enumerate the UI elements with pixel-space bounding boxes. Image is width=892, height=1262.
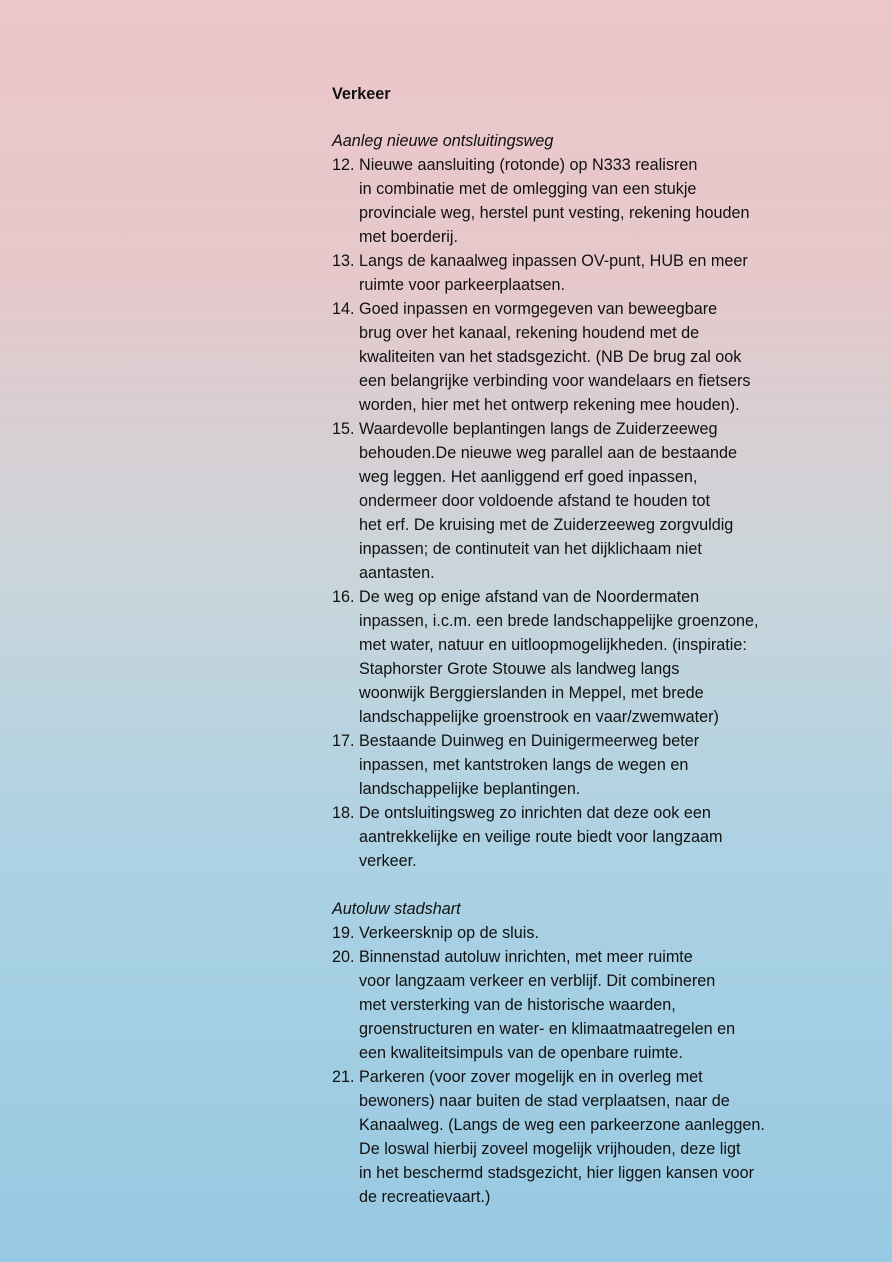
item-number: 17. (332, 732, 355, 750)
item-text: Parkeren (voor zover mogelijk en in overleg met bewoners) naar buiten de stad verplaatsen, naar de Kanaalweg. (Langs de weg een parkeerzone aanleggen. De loswal hierbij zoveel mogelijk vrijhouden, deze ligt in het beschermd stadsgezicht, hier liggen kansen voor de recreatievaart.) (359, 1068, 765, 1206)
list-item (332, 153, 832, 249)
item-text: Bestaande Duinweg en Duinigermeerweg beter inpassen, met kantstroken langs de wegen en landschappelijke beplantingen. (359, 732, 700, 798)
section-heading: Verkeer (332, 85, 391, 103)
group-subheading: Autoluw stadshart (332, 900, 461, 918)
numbered-list (332, 921, 832, 1209)
item-text: De weg op enige afstand van de Noordermaten inpassen, i.c.m. een brede landschappelijke groenzone, met water, natuur en uitloopmogelijkheden. (inspiratie: Staphorster Grote Stouwe als landweg langs woonwijk Berggierslanden in Meppel, met brede landschappelijke groenstrook en vaar/zwemwater) (359, 588, 759, 726)
item-text: Nieuwe aansluiting (rotonde) op N333 realisren in combinatie met de omlegging van een stukje provinciale weg, herstel punt vesting, rekening houden met boerderij. (359, 156, 750, 246)
item-text: Verkeersknip op de sluis. (359, 924, 539, 942)
spacer (332, 873, 832, 897)
item-number: 15. (332, 420, 355, 438)
item-number: 20. (332, 948, 355, 966)
item-number: 21. (332, 1068, 355, 1086)
item-number: 13. (332, 252, 355, 270)
numbered-list (332, 153, 832, 873)
list-item (332, 729, 832, 801)
list-item (332, 921, 832, 945)
list-item (332, 297, 832, 417)
item-text: De ontsluitingsweg zo inrichten dat deze ook een aantrekkelijke en veilige route biedt voor langzaam verkeer. (359, 804, 723, 870)
item-number: 16. (332, 588, 355, 606)
list-item (332, 585, 832, 729)
list-item (332, 801, 832, 873)
item-number: 19. (332, 924, 355, 942)
item-number: 14. (332, 300, 355, 318)
item-text: Goed inpassen en vormgegeven van beweegbare brug over het kanaal, rekening houdend met de kwaliteiten van het stadsgezicht. (NB De brug zal ook een belangrijke verbinding voor wandelaars en fietsers worden, hier met het ontwerp rekening mee houden). (359, 300, 751, 414)
list-item (332, 1065, 832, 1209)
item-text: Binnenstad autoluw inrichten, met meer ruimte voor langzaam verkeer en verblijf. Dit combineren met versterking van de historische waarden, groenstructuren en water- en klimaatmaatregelen en een kwaliteitsimpuls van de openbare ruimte. (359, 948, 736, 1062)
item-text: Waardevolle beplantingen langs de Zuiderzeeweg behouden.De nieuwe weg parallel aan de bestaande weg leggen. Het aanliggend erf goed inpassen, ondermeer door voldoende afstand te houden tot het erf. De kruising met de Zuiderzeeweg zorgvuldig inpassen; de continuteit van het dijklichaam niet aantasten. (359, 420, 738, 582)
item-text: Langs de kanaalweg inpassen OV-punt, HUB en meer ruimte voor parkeerplaatsen. (359, 252, 748, 294)
item-number: 18. (332, 804, 355, 822)
list-item (332, 945, 832, 1065)
group-subheading: Aanleg nieuwe ontsluitingsweg (332, 132, 554, 150)
list-item (332, 417, 832, 585)
list-item (332, 249, 832, 297)
item-number: 12. (332, 156, 355, 174)
document-body (332, 82, 832, 1209)
